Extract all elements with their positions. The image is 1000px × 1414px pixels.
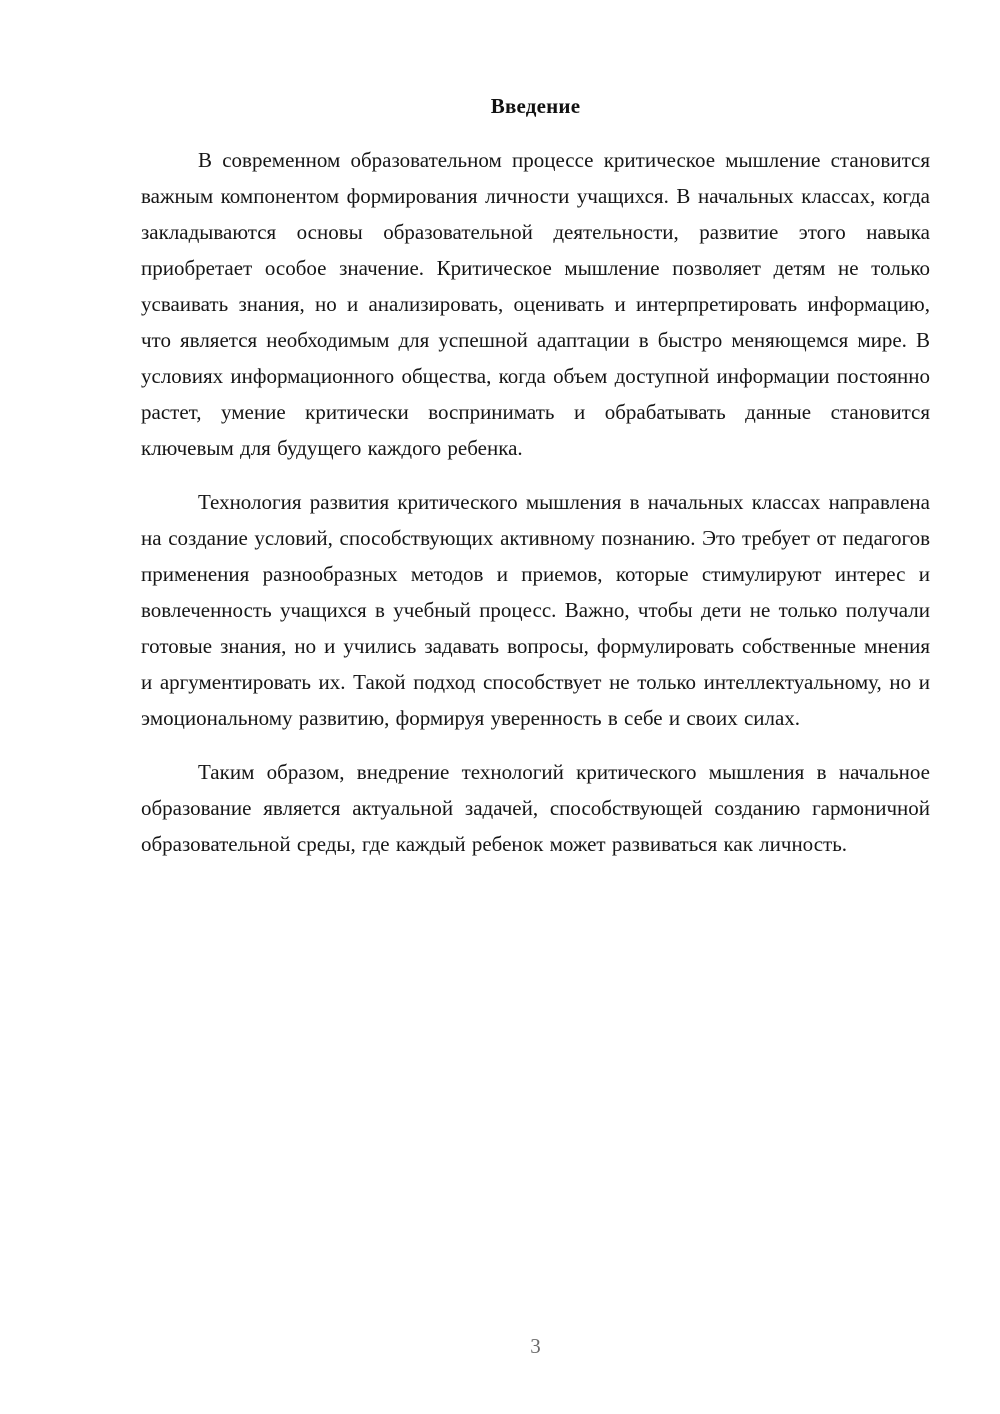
paragraph-technology: Технология развития критического мышления в начальных классах направлена на создание условий, способствующих активному познанию. Это требует от педагогов применения разнообразных методов и приемов, которые стимулируют интерес и вовлеченность учащихся в учебный процесс. Важно, чтобы дети не только получали готовые знания, но и учились задавать вопросы, формулировать собственные мнения и аргументировать их. Такой подход способствует не только интеллектуальному, но и эмоциональному развитию, формируя уверенность в себе и своих силах. — [141, 490, 930, 730]
page-footer — [141, 1328, 930, 1364]
paragraph-intro: В современном образовательном процессе критическое мышление становится важным компонентом формирования личности учащихся. В начальных классах, когда закладываются основы образовательной деятельности, развитие этого навыка приобретает особое значение. Критическое мышление позволяет детям не только усваивать знания, но и анализировать, оценивать и интерпретировать информацию, что является необходимым для успешной адаптации в быстро меняющемся мире. В условиях информационного общества, когда объем доступной информации постоянно растет, умение критически воспринимать и обрабатывать данные становится ключевым для будущего каждого ребенка. — [141, 148, 930, 460]
page-number: 3 — [530, 1334, 541, 1358]
document-content — [141, 88, 930, 862]
paragraph-conclusion: Таким образом, внедрение технологий критического мышления в начальное образование является актуальной задачей, способствующей созданию гармоничной образовательной среды, где каждый ребенок может развиваться как личность. — [141, 760, 930, 856]
page-title: Введение — [490, 94, 581, 118]
